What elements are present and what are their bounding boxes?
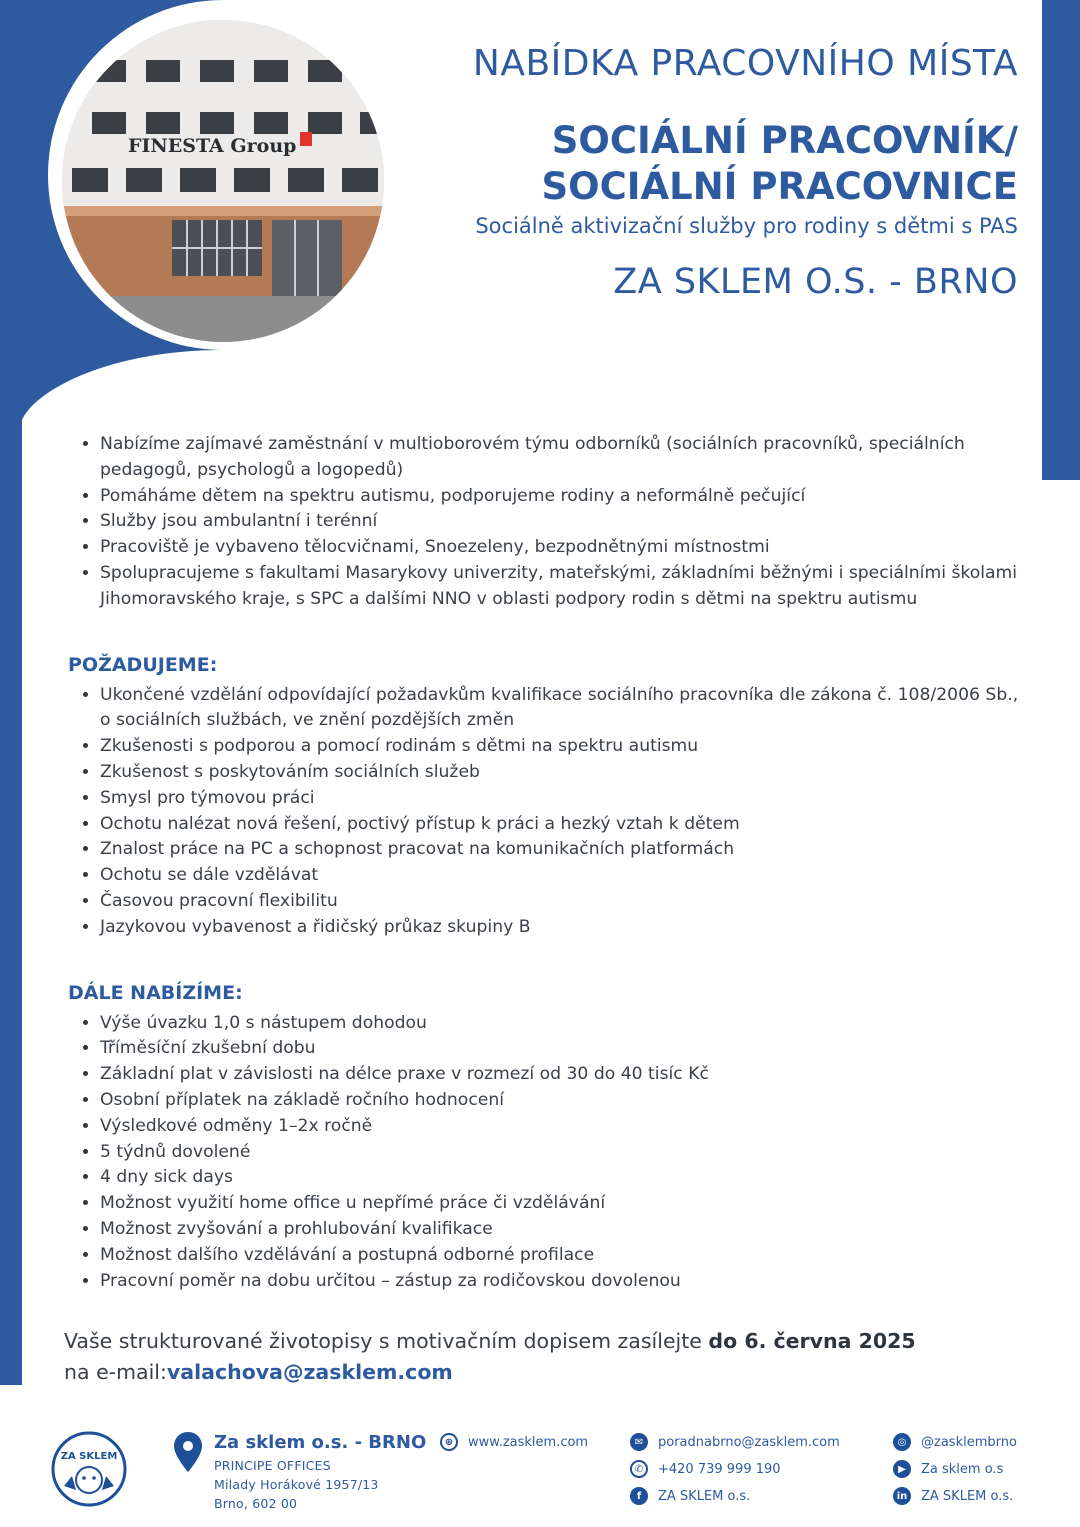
- footer-org-name: Za sklem o.s. - BRNO: [214, 1432, 427, 1453]
- website-text: www.zasklem.com: [468, 1434, 589, 1450]
- youtube-icon: ▶: [893, 1460, 911, 1478]
- linkedin-text: ZA SKLEM o.s.: [921, 1488, 1014, 1504]
- list-item: • Smysl pro týmovou práci: [100, 786, 1028, 812]
- website-link[interactable]: [440, 1433, 588, 1451]
- globe-icon: ⊕: [440, 1433, 458, 1451]
- instagram-icon: ◎: [893, 1433, 911, 1451]
- list-item: • Pracovní poměr na dobu určitou – zástup za rodičovskou dovolenou: [100, 1269, 1028, 1295]
- cta-deadline: do 6. června 2025: [708, 1329, 916, 1353]
- offers-list: [68, 1011, 1028, 1295]
- list-item: • Pracoviště je vybaveno tělocvičnami, Snoezeleny, bezpodnětnými místnostmi: [100, 535, 1028, 561]
- list-item: • Pomáháme dětem na spektru autismu, podporujeme rodiny a neformálně pečující: [100, 484, 1028, 510]
- intro-list: [68, 432, 1028, 613]
- list-item: • Osobní příplatek na základě ročního hodnocení: [100, 1088, 1028, 1114]
- email-text: poradnabrno@zasklem.com: [658, 1434, 840, 1450]
- phone-link[interactable]: [630, 1460, 781, 1478]
- list-item: • Služby jsou ambulantní i terénní: [100, 509, 1028, 535]
- requirements-list: [68, 683, 1028, 941]
- youtube-link[interactable]: [893, 1460, 1003, 1478]
- location-pin-icon: [174, 1432, 202, 1472]
- address-line2: Milady Horákové 1957/13: [214, 1477, 379, 1492]
- building-sign: FINESTA Group: [128, 135, 297, 157]
- job-offer-kicker: NABÍDKA PRACOVNÍHO MÍSTA: [472, 43, 1018, 84]
- job-subtitle: Sociálně aktivizační služby pro rodiny s dětmi s PAS: [475, 214, 1018, 238]
- right-blue-band: [1042, 0, 1080, 480]
- address-line3: Brno, 602 00: [214, 1496, 298, 1511]
- footer: [0, 1410, 1080, 1527]
- logo-text: ZA SKLEM: [60, 1451, 118, 1462]
- list-item: • Možnost dalšího vzdělávání a postupná odborné profilace: [100, 1243, 1028, 1269]
- address-line1: PRINCIPE OFFICES: [214, 1458, 331, 1473]
- list-item: • Výše úvazku 1,0 s nástupem dohodou: [100, 1011, 1028, 1037]
- offers-heading: DÁLE NABÍZÍME:: [68, 981, 243, 1004]
- job-description: [68, 432, 1028, 1294]
- facebook-text: ZA SKLEM o.s.: [658, 1488, 751, 1504]
- list-item: • Spolupracujeme s fakultami Masarykovy univerzity, mateřskými, základními běžnými i speciálními školami Jihomoravského kraje, s SPC a dalšími NNO v oblasti podpory rodin s dětmi na spektru autismu: [100, 561, 1028, 613]
- list-item: • Možnost využití home office u nepřímé práce či vzdělávání: [100, 1191, 1028, 1217]
- phone-icon: ✆: [630, 1460, 648, 1478]
- list-item: • Možnost zvyšování a prohlubování kvalifikace: [100, 1217, 1028, 1243]
- building-photo: [56, 14, 390, 348]
- list-item: • 5 týdnů dovolené: [100, 1140, 1028, 1166]
- job-title-line1: SOCIÁLNÍ PRACOVNÍK/: [551, 119, 1018, 162]
- envelope-icon: ✉: [630, 1433, 648, 1451]
- list-item: • Jazykovou vybavenost a řidičský průkaz skupiny B: [100, 915, 1028, 941]
- linkedin-icon: in: [893, 1487, 911, 1505]
- instagram-text: @zasklembrno: [921, 1434, 1017, 1450]
- list-item: • Ochotu se dále vzdělávat: [100, 863, 1028, 889]
- list-item: • Časovou pracovní flexibilitu: [100, 889, 1028, 915]
- header: [473, 40, 1018, 302]
- list-item: • Ukončené vzdělání odpovídající požadavkům kvalifikace sociálního pracovníka dle zákona č. 108/2006 Sb., o sociálních službách, ve znění pozdějších změn: [100, 683, 1028, 735]
- youtube-text: Za sklem o.s: [921, 1461, 1004, 1477]
- cta-email-link[interactable]: valachova@zasklem.com: [166, 1360, 453, 1384]
- organization-name: ZA SKLEM O.S. - BRNO: [613, 262, 1018, 302]
- cta-email-prefix: na e-mail:: [64, 1360, 167, 1384]
- list-item: • Tříměsíční zkušební dobu: [100, 1036, 1028, 1062]
- list-item: • Ochotu nalézat nová řešení, poctivý přístup k práci a hezký vztah k dětem: [100, 812, 1028, 838]
- list-item: • 4 dny sick days: [100, 1165, 1028, 1191]
- list-item: • Základní plat v závislosti na délce praxe v rozmezí od 30 do 40 tisíc Kč: [100, 1062, 1028, 1088]
- list-item: • Výsledkové odměny 1–2x ročně: [100, 1114, 1028, 1140]
- linkedin-link[interactable]: [893, 1487, 1013, 1505]
- cta-text: Vaše strukturované životopisy s motivačním dopisem zasílejte: [64, 1329, 709, 1353]
- instagram-link[interactable]: [893, 1433, 1017, 1451]
- list-item: • Zkušenosti s podporou a pomocí rodinám s dětmi na spektru autismu: [100, 734, 1028, 760]
- job-title-line2: SOCIÁLNÍ PRACOVNICE: [541, 165, 1018, 208]
- za-sklem-logo: [50, 1430, 128, 1508]
- facebook-link[interactable]: [630, 1487, 750, 1505]
- application-instructions: [64, 1326, 916, 1388]
- email-link[interactable]: [630, 1433, 840, 1451]
- list-item: • Znalost práce na PC a schopnost pracovat na komunikačních platformách: [100, 837, 1028, 863]
- requirements-heading: POŽADUJEME:: [68, 653, 218, 676]
- list-item: • Nabízíme zajímavé zaměstnání v multioborovém týmu odborníků (sociálních pracovníků, speciálních pedagogů, psychologů a logopedů): [100, 432, 1028, 484]
- facebook-icon: f: [630, 1487, 648, 1505]
- job-title: [473, 118, 1018, 210]
- phone-text: +420 739 999 190: [658, 1461, 781, 1477]
- list-item: • Zkušenost s poskytováním sociálních služeb: [100, 760, 1028, 786]
